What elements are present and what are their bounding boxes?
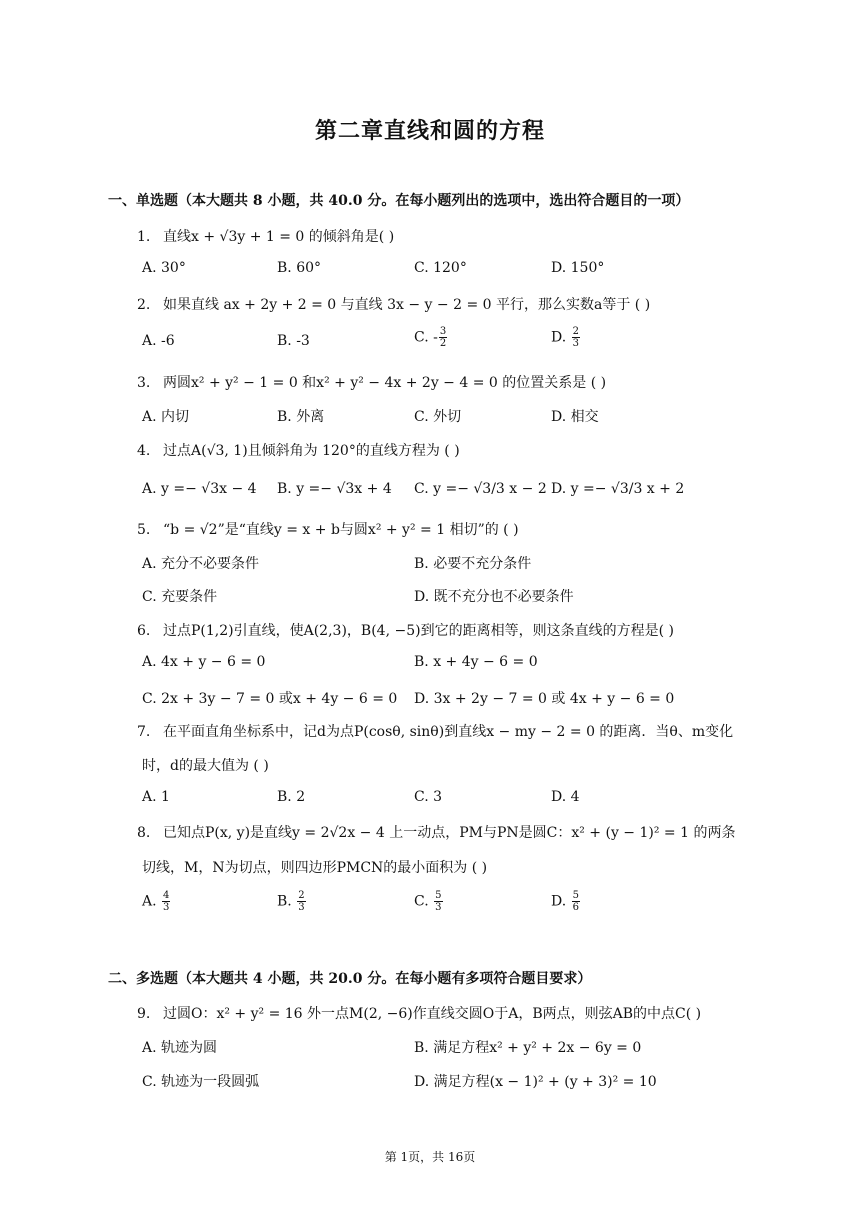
option-c: C. 充要条件 (142, 589, 218, 605)
fraction: $\frac{3}{2}$ (439, 326, 447, 349)
question-number: 2. (137, 297, 151, 313)
option-c (414, 890, 444, 913)
option-b: B. 60° (277, 260, 322, 276)
question-8 (137, 822, 735, 842)
question-number: 8. (137, 825, 151, 841)
option-a (142, 890, 171, 913)
question-1 (137, 226, 394, 246)
option-b: B. 必要不充分条件 (414, 556, 532, 572)
option-label: A. (142, 893, 162, 910)
question-number: 9. (137, 1006, 151, 1022)
option-c: C. 轨迹为一段圆弧 (142, 1074, 260, 1090)
option-c: C. 外切 (414, 409, 462, 425)
option-b: B. 2 (277, 789, 306, 805)
option-c: C. y =− √3/3 x − 2 (414, 481, 547, 497)
option-c: C. 3 (414, 789, 443, 805)
option-label: C. - (414, 329, 438, 346)
option-d: D. 3x + 2y − 7 = 0 或 4x + y − 6 = 0 (414, 691, 675, 707)
question-text: 过点A(√3, 1)且倾斜角为 120°的直线方程为 ( ) (163, 443, 460, 459)
question-number: 4. (137, 443, 151, 459)
option-b (277, 890, 307, 913)
option-label: B. (277, 893, 297, 910)
question-9 (137, 1003, 701, 1023)
question-text: 两圆x² + y² − 1 = 0 和x² + y² − 4x + 2y − 4 = 0 的位置关系是 ( ) (163, 375, 607, 391)
question-4 (137, 440, 460, 460)
option-a: A. 轨迹为圆 (142, 1040, 218, 1056)
option-a: A. 30° (142, 260, 186, 276)
option-b: B. -3 (277, 333, 310, 349)
option-label: D. (551, 893, 571, 910)
option-a: A. 4x + y − 6 = 0 (142, 654, 266, 670)
fraction: $\frac{5}{6}$ (572, 890, 580, 913)
page-footer: 第 1页，共 16页 (384, 1150, 476, 1164)
page-title: 第二章直线和圆的方程 (314, 118, 545, 144)
question-text: 已知点P(x, y)是直线y = 2√2x − 4 上一动点，PM与PN是圆C：x² + (y − 1)² = 1 的两条 (163, 825, 736, 841)
option-c: C. 120° (414, 260, 467, 276)
section-heading-single-choice: 一、单选题（本大题共 8 小题，共 40.0 分。在每小题列出的选项中，选出符合题目的一项） (108, 193, 690, 209)
question-text: 过点P(1,2)引直线，使A(2,3)，B(4, −5)到它的距离相等，则这条直线的方程是( ) (163, 623, 674, 639)
question-number: 5. (137, 522, 151, 538)
question-5 (137, 519, 519, 539)
option-d: D. y =− √3/3 x + 2 (551, 481, 685, 497)
option-c: C. 2x + 3y − 7 = 0 或x + 4y − 6 = 0 (142, 691, 398, 707)
option-d (551, 890, 581, 913)
option-a: A. 内切 (142, 409, 190, 425)
question-text: 如果直线 ax + 2y + 2 = 0 与直线 3x − y − 2 = 0 平行，那么实数a等于 ( ) (163, 297, 651, 313)
question-number: 6. (137, 623, 151, 639)
option-d: D. 150° (551, 260, 605, 276)
fraction: $\frac{5}{3}$ (435, 890, 442, 913)
question-8-continuation: 切线，M，N为切点，则四边形PMCN的最小面积为 ( ) (142, 860, 488, 876)
option-d: D. 满足方程(x − 1)² + (y + 3)² = 10 (414, 1074, 657, 1090)
option-d (551, 326, 581, 349)
question-number: 7. (137, 724, 151, 740)
fraction: $\frac{2}{3}$ (298, 890, 305, 913)
option-b: B. 外离 (277, 409, 325, 425)
fraction: $\frac{4}{3}$ (163, 890, 170, 913)
question-7-continuation: 时，d的最大值为 ( ) (142, 758, 269, 774)
option-label: C. (414, 893, 434, 910)
question-6 (137, 620, 674, 640)
question-number: 3. (137, 375, 151, 391)
option-d: D. 4 (551, 789, 580, 805)
option-d: D. 相交 (551, 409, 599, 425)
question-text: “b = √2”是“直线y = x + b与圆x² + y² = 1 相切”的 ( ) (163, 522, 519, 538)
option-a: A. 1 (142, 789, 170, 805)
question-number: 1. (137, 229, 151, 245)
option-b: B. y =− √3x + 4 (277, 481, 392, 497)
option-c (414, 326, 448, 349)
fraction: $\frac{2}{3}$ (572, 326, 580, 349)
option-a: A. 充分不必要条件 (142, 556, 260, 572)
question-text: 过圆O：x² + y² = 16 外一点M(2, −6)作直线交圆O于A，B两点，则弦AB的中点C( ) (163, 1006, 702, 1022)
option-a: A. y =− √3x − 4 (142, 481, 257, 497)
question-2 (137, 294, 650, 314)
question-7 (137, 721, 733, 741)
section-heading-multi-choice: 二、多选题（本大题共 4 小题，共 20.0 分。在每小题有多项符合题目要求） (108, 971, 592, 987)
option-b: B. x + 4y − 6 = 0 (414, 654, 538, 670)
option-a: A. -6 (142, 333, 175, 349)
option-label: D. (551, 329, 571, 346)
option-b: B. 满足方程x² + y² + 2x − 6y = 0 (414, 1040, 642, 1056)
option-d: D. 既不充分也不必要条件 (414, 589, 574, 605)
question-text: 直线x + √3y + 1 = 0 的倾斜角是( ) (163, 229, 395, 245)
question-3 (137, 372, 606, 392)
question-text: 在平面直角坐标系中，记d为点P(cosθ, sinθ)到直线x − my − 2 = 0 的距离．当θ、m变化 (163, 724, 734, 740)
